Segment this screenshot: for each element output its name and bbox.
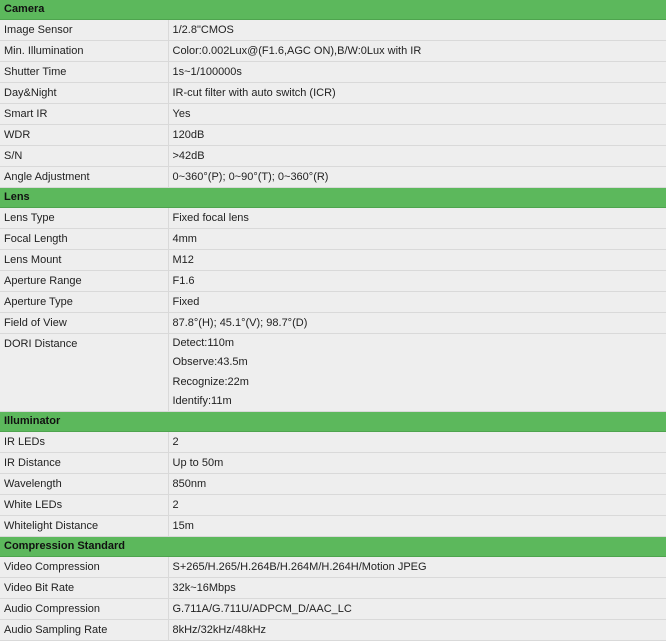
spec-label: Audio Compression [0,599,168,620]
spec-label: Lens Type [0,208,168,229]
spec-label: IR LEDs [0,432,168,453]
spec-row [0,20,666,41]
spec-label: Aperture Type [0,292,168,313]
spec-row [0,453,666,474]
dori-line: Identify:11m [172,394,232,407]
spec-label: Day&Night [0,83,168,104]
spec-row-dori [0,334,666,412]
section-header-camera [0,0,666,20]
spec-value: 32k~16Mbps [168,578,666,599]
spec-row [0,495,666,516]
spec-value: 1/2.8"CMOS [168,20,666,41]
spec-value: 2 [168,495,666,516]
spec-label: S/N [0,146,168,167]
dori-line: Observe:43.5m [172,356,248,369]
section-header-illuminator [0,412,666,432]
spec-value: Up to 50m [168,453,666,474]
spec-row [0,62,666,83]
spec-row [0,104,666,125]
spec-label: Video Compression [0,557,168,578]
spec-row [0,208,666,229]
spec-value: 8kHz/32kHz/48kHz [168,620,666,641]
spec-row [0,83,666,104]
spec-row [0,250,666,271]
spec-row [0,167,666,188]
spec-row [0,516,666,537]
spec-value: Fixed focal lens [168,208,666,229]
spec-row [0,292,666,313]
spec-row [0,41,666,62]
spec-label: Focal Length [0,229,168,250]
spec-value: 4mm [168,229,666,250]
spec-row [0,432,666,453]
spec-value: G.711A/G.711U/ADPCM_D/AAC_LC [168,599,666,620]
spec-row [0,599,666,620]
spec-row [0,146,666,167]
spec-row [0,578,666,599]
spec-label: WDR [0,125,168,146]
spec-value: F1.6 [168,271,666,292]
spec-value: Yes [168,104,666,125]
spec-value: Fixed [168,292,666,313]
spec-value: Color:0.002Lux@(F1.6,AGC ON),B/W:0Lux with IR [168,41,666,62]
spec-value: >42dB [168,146,666,167]
spec-label: Smart IR [0,104,168,125]
spec-label: IR Distance [0,453,168,474]
spec-value: M12 [168,250,666,271]
spec-label: White LEDs [0,495,168,516]
spec-label: Aperture Range [0,271,168,292]
spec-label: Image Sensor [0,20,168,41]
spec-label: Whitelight Distance [0,516,168,537]
section-header-lens [0,188,666,208]
spec-row [0,474,666,495]
spec-value: 120dB [168,125,666,146]
spec-label: Angle Adjustment [0,167,168,188]
dori-line: Recognize:22m [172,375,249,388]
spec-row [0,125,666,146]
spec-label: Wavelength [0,474,168,495]
spec-row [0,271,666,292]
spec-value: 0~360°(P); 0~90°(T); 0~360°(R) [168,167,666,188]
spec-value: 850nm [168,474,666,495]
spec-row [0,229,666,250]
spec-value: 15m [168,516,666,537]
spec-value: 2 [168,432,666,453]
spec-label: DORI Distance [0,334,168,412]
spec-value: 1s~1/100000s [168,62,666,83]
spec-row [0,313,666,334]
section-title: Lens [0,188,666,208]
spec-label: Field of View [0,313,168,334]
dori-line: Detect:110m [172,337,235,349]
spec-label: Shutter Time [0,62,168,83]
spec-row [0,620,666,641]
section-title: Camera [0,0,666,20]
spec-value-multi [168,334,666,412]
section-title: Illuminator [0,412,666,432]
spec-value: 87.8°(H); 45.1°(V); 98.7°(D) [168,313,666,334]
section-header-compression [0,537,666,557]
spec-value: IR-cut filter with auto switch (ICR) [168,83,666,104]
spec-label: Video Bit Rate [0,578,168,599]
spec-label: Min. Illumination [0,41,168,62]
spec-label: Lens Mount [0,250,168,271]
spec-row [0,557,666,578]
spec-label: Audio Sampling Rate [0,620,168,641]
section-title: Compression Standard [0,537,666,557]
spec-value: S+265/H.265/H.264B/H.264M/H.264H/Motion JPEG [168,557,666,578]
